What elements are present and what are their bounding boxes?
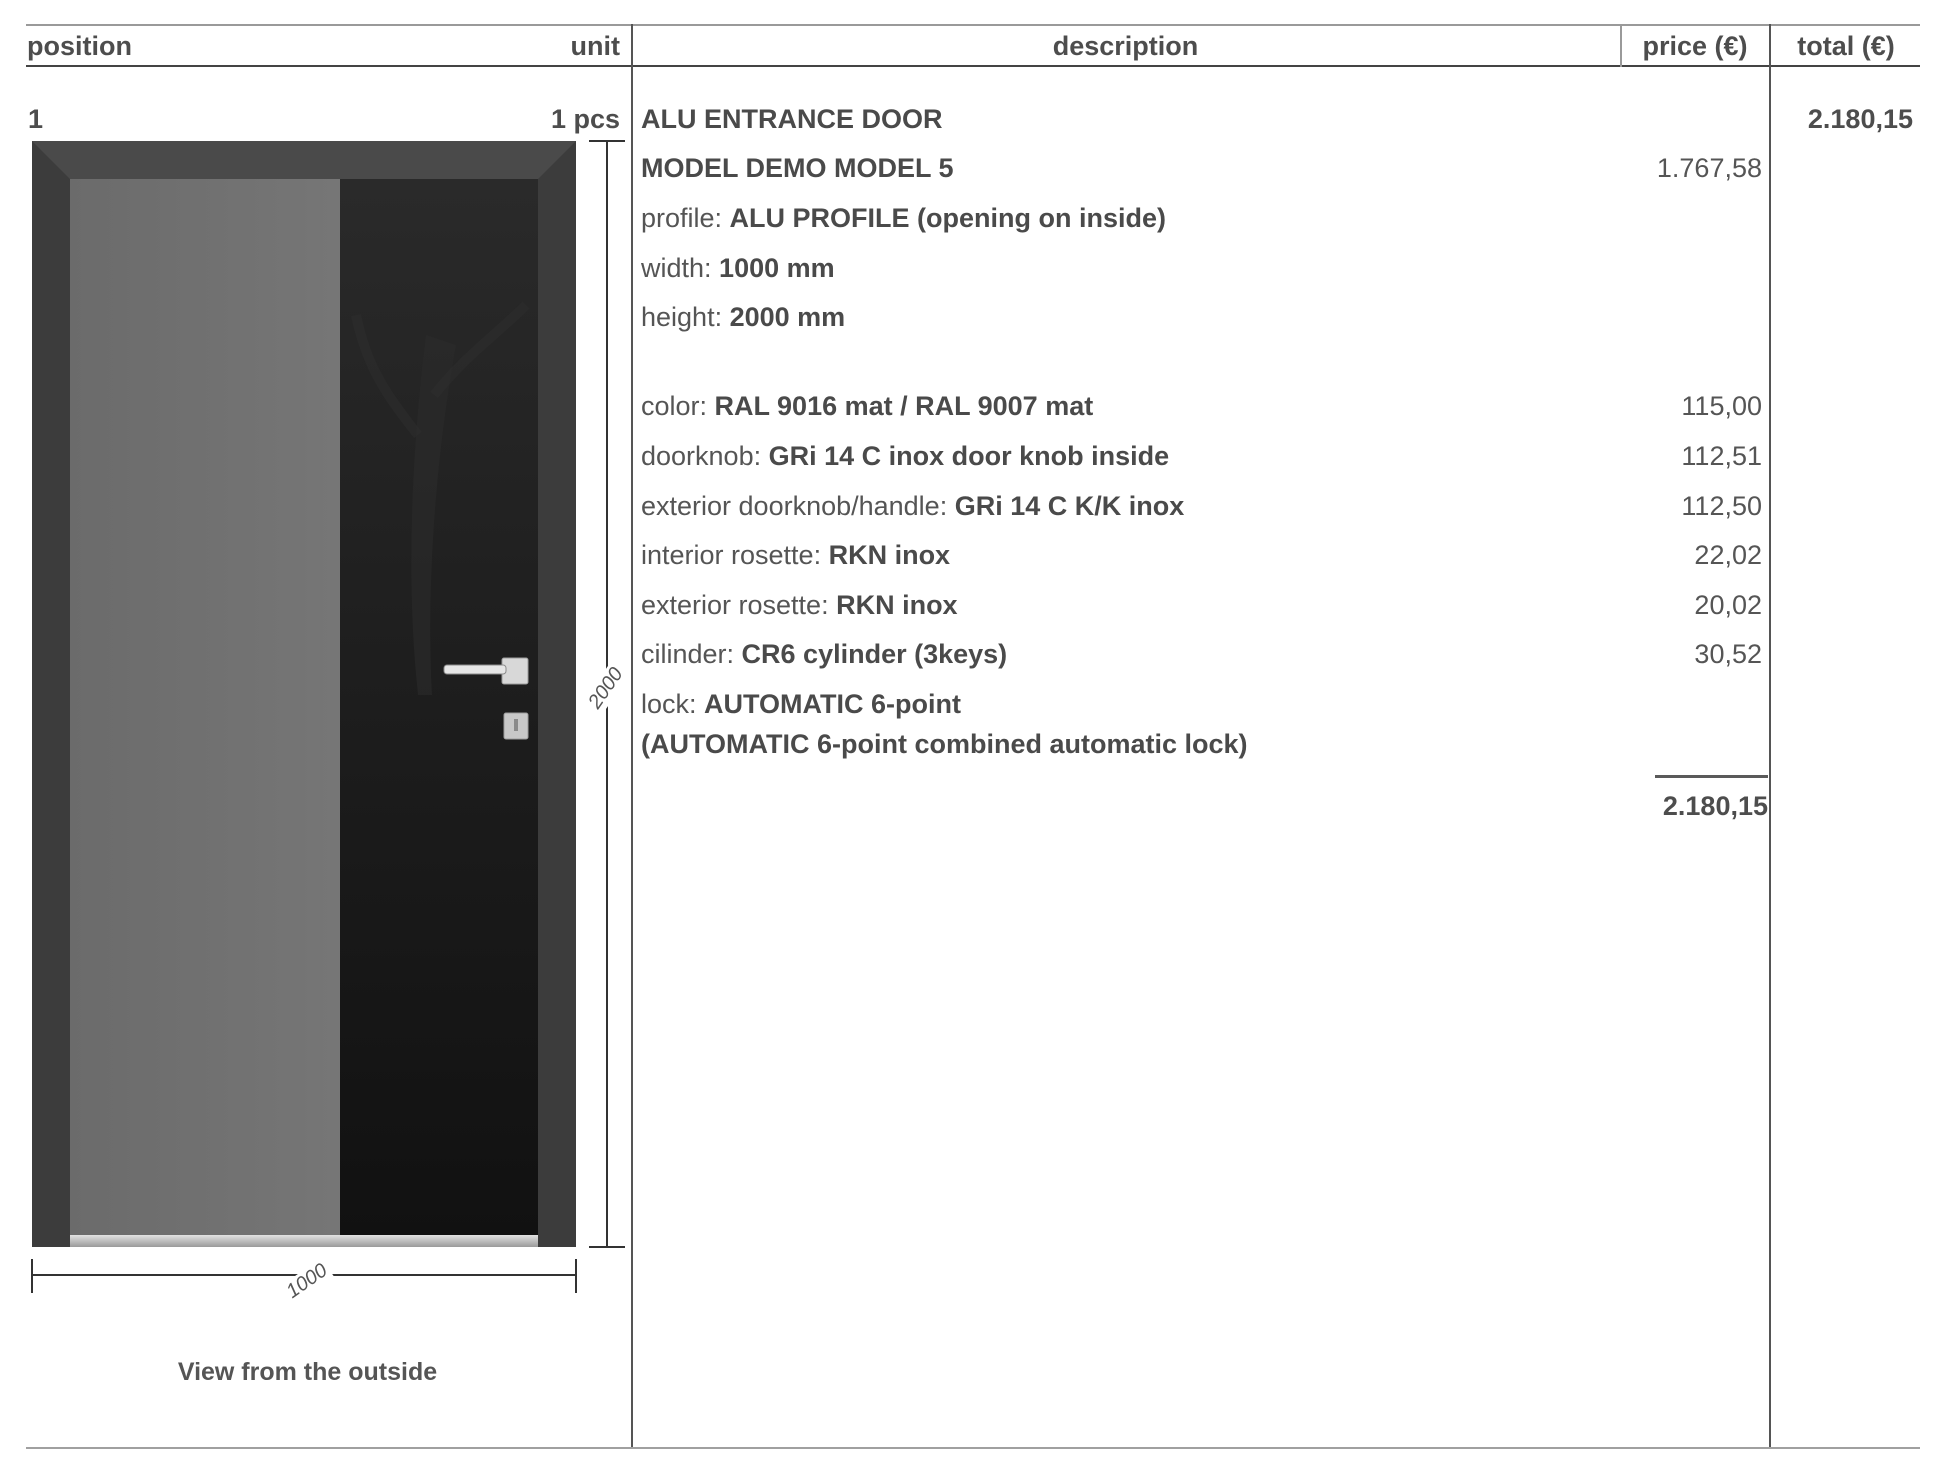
header-description: description — [1052, 31, 1199, 61]
price-doorknob: 112,51 — [1681, 441, 1762, 471]
price-column — [1620, 0, 1762, 1460]
spec-profile: profile: ALU PROFILE (opening on inside) — [641, 203, 1167, 233]
door-threshold — [70, 1235, 538, 1247]
price-interior-rosette: 22,02 — [1694, 540, 1762, 570]
option-interior-rosette: interior rosette: RKN inox — [641, 540, 951, 570]
subtotal-rule — [1655, 775, 1768, 778]
drawing-caption: View from the outside — [177, 1358, 438, 1386]
height-dimension-label: 2000 — [583, 662, 630, 715]
header-position: position — [27, 31, 132, 61]
price-exterior-handle: 112,50 — [1681, 491, 1762, 521]
option-exterior-rosette: exterior rosette: RKN inox — [641, 590, 958, 620]
item-title: ALU ENTRANCE DOOR — [641, 104, 943, 134]
column-divider-total — [1769, 24, 1771, 1449]
header-unit: unit — [570, 31, 620, 61]
door-glass — [340, 179, 538, 1235]
option-lock: lock: AUTOMATIC 6-point — [641, 689, 961, 719]
column-divider-description — [631, 24, 633, 1449]
model-label: MODEL DEMO MODEL 5 — [641, 153, 954, 183]
handle-bar-icon — [444, 665, 506, 674]
door-drawing — [26, 135, 631, 1305]
option-color: color: RAL 9016 mat / RAL 9007 mat — [641, 391, 1094, 421]
subtotal: 2.180,15 — [1662, 791, 1768, 821]
option-doorknob: doorknob: GRi 14 C inox door knob inside — [641, 441, 1170, 471]
item-position: 1 — [28, 104, 44, 134]
spec-height: height: 2000 mm — [641, 302, 846, 332]
door-panel — [70, 179, 340, 1235]
header-price: price (€) — [1642, 31, 1748, 61]
item-unit: 1 pcs — [550, 104, 620, 134]
price-exterior-rosette: 20,02 — [1694, 590, 1762, 620]
option-cylinder: cilinder: CR6 cylinder (3keys) — [641, 639, 1008, 669]
lock-note: (AUTOMATIC 6-point combined automatic lock) — [641, 729, 1248, 759]
option-exterior-handle: exterior doorknob/handle: GRi 14 C K/K inox — [641, 491, 1185, 521]
price-cylinder: 30,52 — [1694, 639, 1762, 669]
item-total: 2.180,15 — [1807, 104, 1913, 134]
spec-width: width: 1000 mm — [641, 253, 835, 283]
price-model: 1.767,58 — [1656, 153, 1762, 183]
frame-bevel-top — [32, 141, 576, 179]
header-total: total (€) — [1797, 31, 1895, 61]
price-color: 115,00 — [1681, 391, 1762, 421]
width-dimension-label: 1000 — [281, 1258, 334, 1305]
